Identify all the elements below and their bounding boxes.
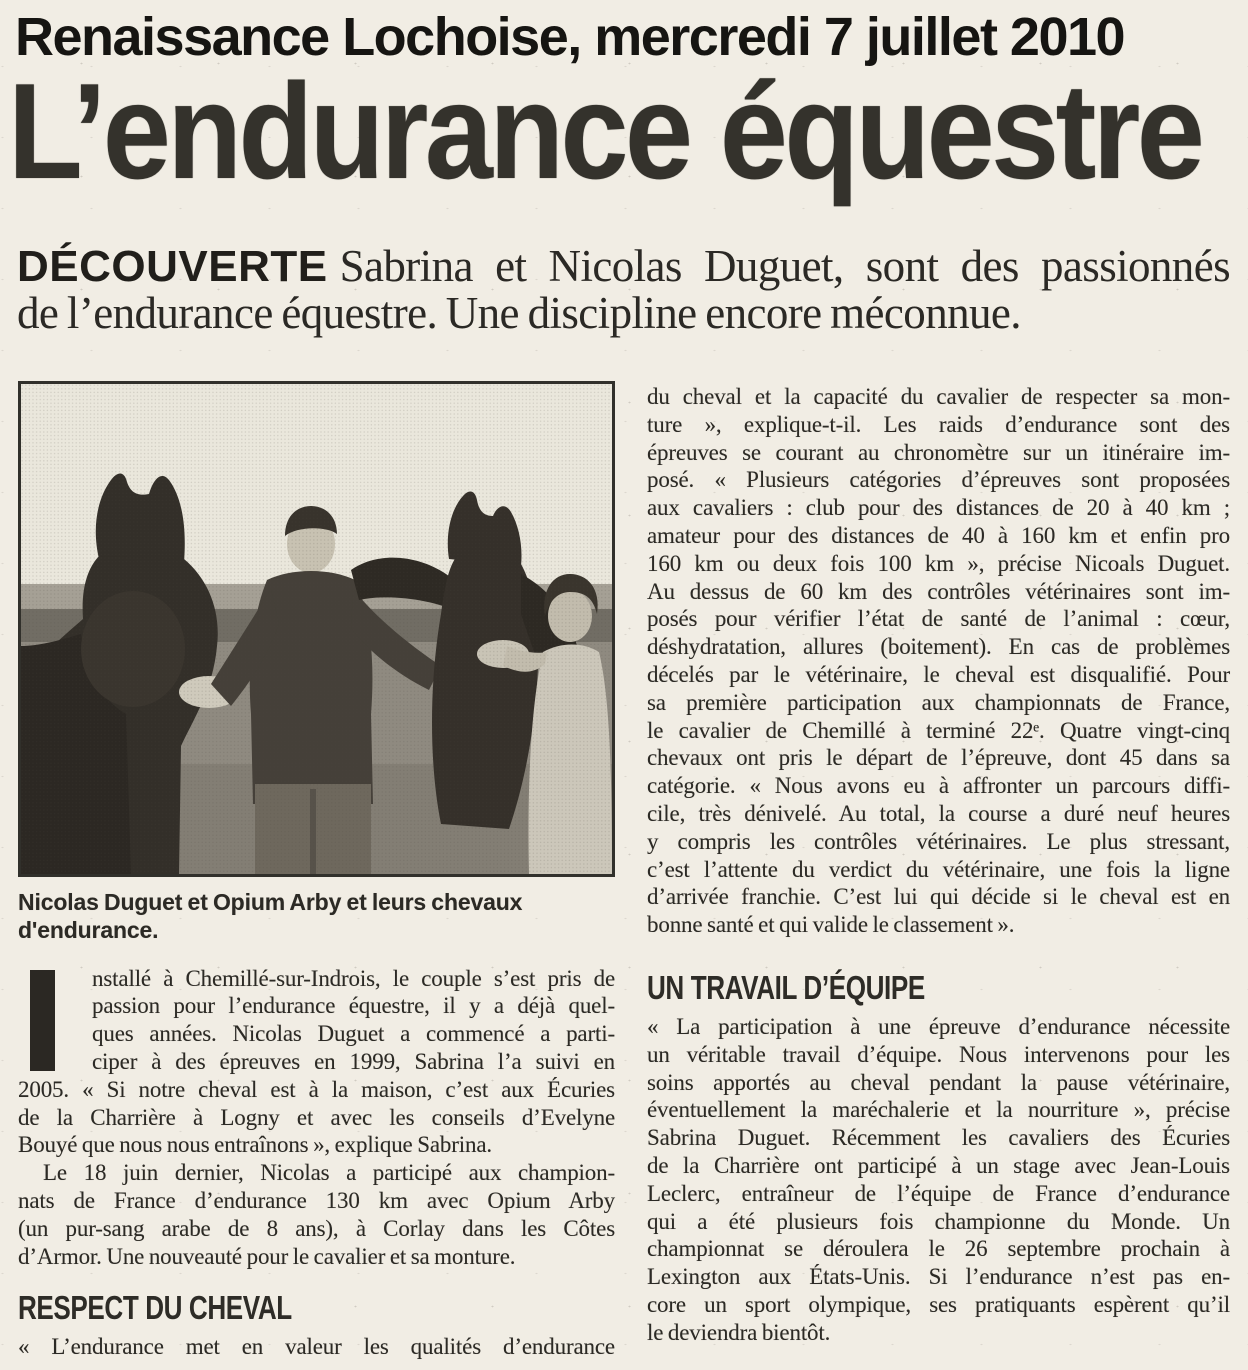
text-line: chevaux ont pris le départ de l’épreuve, dont 45 dans sa bbox=[647, 745, 1230, 771]
section-heading-text: RESPECT DU CHEVAL bbox=[18, 1289, 292, 1327]
text-line: catégorie. « Nous avons eu à affronter un parcours diffi- bbox=[647, 773, 1230, 799]
left-paragraph-1 bbox=[18, 965, 615, 1160]
left-column bbox=[18, 381, 615, 1361]
text-line: le deviendra bientôt. bbox=[647, 1319, 831, 1345]
text-line: éventuellement la maréchalerie et la nourriture », précise bbox=[647, 1097, 1230, 1123]
section-heading-text: UN TRAVAIL D’ÉQUIPE bbox=[647, 969, 925, 1007]
text-line: nstallé à Chemillé-sur-Indrois, le couple s’est pris de bbox=[92, 965, 615, 991]
text-line: passion pour l’endurance équestre, il y a déjà quel- bbox=[92, 993, 615, 1019]
text-line: « La participation à une épreuve d’endurance nécessite bbox=[647, 1014, 1230, 1040]
text-line: un véritable travail d’équipe. Nous intervenons pour les bbox=[647, 1041, 1230, 1067]
right-column bbox=[647, 381, 1230, 1361]
text-line: sa première participation aux championnats de France, bbox=[647, 689, 1230, 715]
text-line: Leclerc, entraîneur de l’équipe de France d’endurance bbox=[647, 1180, 1230, 1206]
text-line: 160 km ou deux fois 100 km », précise Nicoals Duguet. bbox=[647, 550, 1230, 576]
article-columns bbox=[18, 381, 1230, 1361]
text-line: d’Armor. Une nouveauté pour le cavalier et sa monture. bbox=[18, 1243, 516, 1269]
photo-caption bbox=[18, 889, 615, 945]
text-line: (un pur-sang arabe de 8 ans), à Corlay dans les Côtes bbox=[18, 1215, 615, 1241]
text-line: « L’endurance met en valeur les qualités d’endurance bbox=[18, 1334, 615, 1360]
text-line: déshydratation, allures (boitement). En cas de problèmes bbox=[647, 634, 1230, 660]
text-line: nats de France d’endurance 130 km avec Opium Arby bbox=[18, 1188, 615, 1214]
right-paragraph-2 bbox=[647, 1013, 1230, 1347]
newspaper-scan-page bbox=[0, 7, 1248, 1370]
text-line: c’est l’attente du verdict du vétérinaire, une fois la ligne bbox=[647, 856, 1230, 882]
text-line: Lexington aux États-Unis. Si l’endurance n’est pas en- bbox=[647, 1264, 1230, 1290]
text-line: Sabrina Duguet. Récemment les cavaliers des Écuries bbox=[647, 1125, 1230, 1151]
photo-illustration bbox=[21, 384, 612, 874]
text-line: Nicolas Duguet et Opium Arby et leurs chevaux bbox=[18, 889, 523, 916]
article-headline: L’endurance équestre bbox=[8, 55, 1202, 208]
right-paragraph-1 bbox=[647, 383, 1230, 939]
text-line: épreuves se courant au chronomètre sur un itinéraire im- bbox=[647, 439, 1230, 465]
text-line: Le 18 juin dernier, Nicolas a participé aux champion- bbox=[43, 1160, 615, 1186]
text-line: d'endurance. bbox=[18, 916, 159, 943]
text-line: posé. « Plusieurs catégories d’épreuves sont proposées bbox=[647, 467, 1230, 493]
text-line: amateur pour des distances de 40 à 160 km et enfin pro bbox=[647, 523, 1230, 549]
text-line: le cavalier de Chemillé à terminé 22ᵉ. Quatre vingt-cinq bbox=[647, 717, 1230, 743]
left-paragraph-3 bbox=[18, 1333, 615, 1361]
text-line: ciper à des épreuves en 1999, Sabrina l’a suivi en bbox=[92, 1049, 615, 1075]
text-line: ture », explique-t-il. Les raids d’endurance sont des bbox=[647, 411, 1230, 437]
headline-wrap bbox=[8, 55, 1248, 208]
left-paragraph-2 bbox=[18, 1159, 615, 1270]
section-heading-respect bbox=[18, 1291, 615, 1327]
text-line: 2005. « Si notre cheval est à la maison, c’est aux Écuries bbox=[18, 1076, 615, 1102]
text-line: championnat se déroulera le 26 septembre prochain à bbox=[647, 1236, 1230, 1262]
dropcap-letter bbox=[30, 970, 55, 1071]
lead-text: Sabrina et Nicolas Duguet, sont des passionnés bbox=[339, 241, 1230, 292]
text-line: Bouyé que nous nous entraînons », explique Sabrina. bbox=[18, 1132, 493, 1158]
text-line: de la Charrière à Logny et avec les conseils d’Evelyne bbox=[18, 1104, 615, 1130]
text-line: soins apportés au cheval pendant la pause vétérinaire, bbox=[647, 1069, 1230, 1095]
text-line: ques années. Nicolas Duguet a commencé a parti- bbox=[92, 1021, 615, 1047]
lead-line bbox=[17, 243, 1230, 290]
text-line: qui a été plusieurs fois championne du Monde. Un bbox=[647, 1208, 1230, 1234]
text-line: bonne santé et qui valide le classement ». bbox=[647, 912, 1015, 938]
masthead-dateline: Renaissance Lochoise, mercredi 7 juillet 2010 bbox=[15, 7, 1125, 67]
text-line: cile, très dénivelé. Au total, la course a duré neuf heures bbox=[647, 801, 1230, 827]
text-line: Au dessus de 60 km des contrôles vétérinaires sont im- bbox=[647, 578, 1230, 604]
section-heading-equipe bbox=[647, 971, 1230, 1007]
article-photo bbox=[18, 381, 615, 877]
text-line: d’arrivée franchie. C’est lui qui décide si le cheval est en bbox=[647, 884, 1230, 910]
text-line: aux cavaliers : club pour des distances de 20 à 40 km ; bbox=[647, 495, 1230, 521]
text-line: core un sport olympique, ses pratiquants espèrent qu’il bbox=[647, 1291, 1230, 1317]
paragraph-lines bbox=[18, 965, 615, 1160]
text-line: posés pour vérifier l’état de santé de l’animal : cœur, bbox=[647, 606, 1230, 632]
lead-line: de l’endurance équestre. Une discipline encore méconnue. bbox=[17, 288, 1021, 339]
kicker-label: DÉCOUVERTE bbox=[17, 242, 328, 292]
text-line: du cheval et la capacité du cavalier de respecter sa mon- bbox=[647, 384, 1230, 410]
text-line: décelés par le vétérinaire, le cheval est disqualifié. Pour bbox=[647, 662, 1230, 688]
text-line: y compris les contrôles vétérinaires. Le plus stressant, bbox=[647, 828, 1230, 854]
lead-paragraph bbox=[17, 243, 1230, 337]
text-line: de la Charrière ont participé à un stage avec Jean-Louis bbox=[647, 1153, 1230, 1178]
